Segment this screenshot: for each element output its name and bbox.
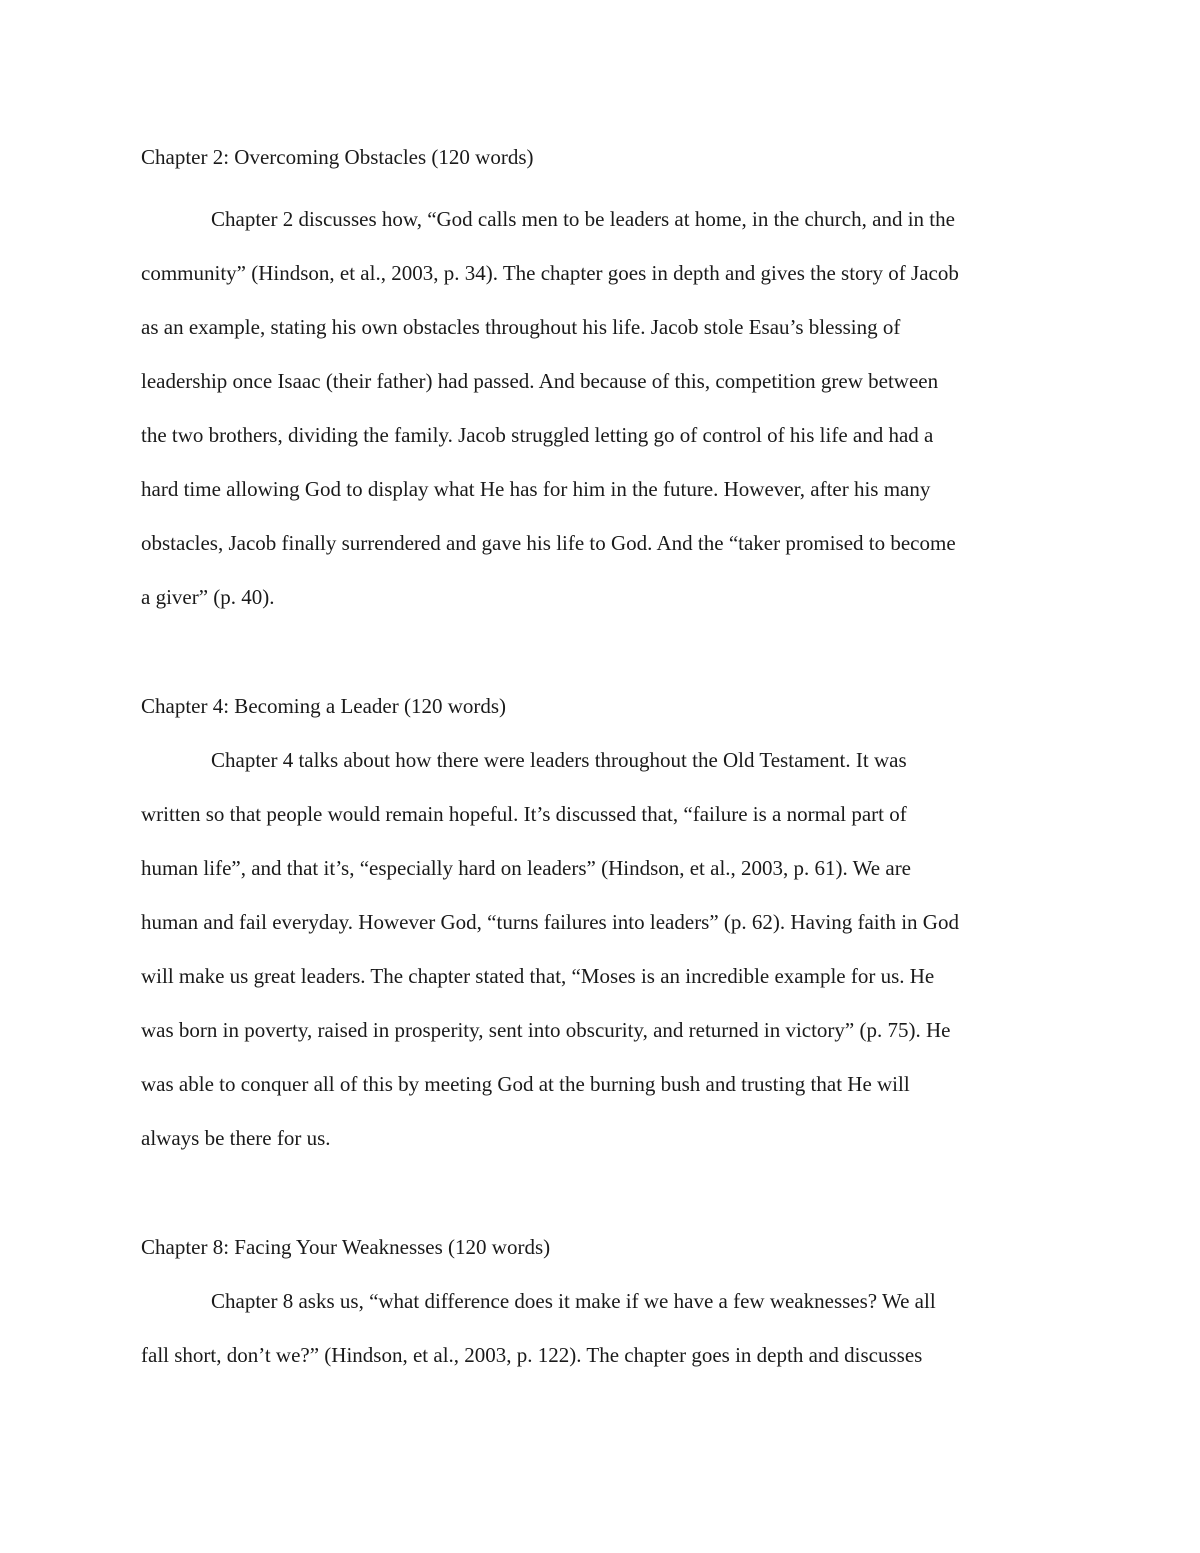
section-heading: Chapter 4: Becoming a Leader (120 words)	[141, 694, 507, 718]
paragraph-line: human life”, and that it’s, “especially hard on leaders” (Hindson, et al., 2003, p. 61). We are	[141, 856, 912, 880]
paragraph-line: Chapter 2 discusses how, “God calls men to be leaders at home, in the church, and in the	[211, 207, 955, 231]
paragraph-line: leadership once Isaac (their father) had passed. And because of this, competition grew between	[141, 369, 939, 393]
paragraph-line: written so that people would remain hopeful. It’s discussed that, “failure is a normal part of	[141, 802, 907, 826]
paragraph-line: will make us great leaders. The chapter stated that, “Moses is an incredible example for us. He	[141, 964, 935, 988]
paragraph-line: was born in poverty, raised in prosperity, sent into obscurity, and returned in victory” (p. 75). He	[141, 1018, 951, 1042]
paragraph-line: obstacles, Jacob finally surrendered and gave his life to God. And the “taker promised to become	[141, 531, 956, 555]
section-heading: Chapter 8: Facing Your Weaknesses (120 words)	[141, 1235, 551, 1259]
section-heading: Chapter 2: Overcoming Obstacles (120 words)	[141, 145, 534, 169]
paragraph-line: Chapter 8 asks us, “what difference does it make if we have a few weaknesses? We all	[211, 1289, 936, 1313]
paragraph-line: hard time allowing God to display what He has for him in the future. However, after his many	[141, 477, 931, 501]
paragraph-line: community” (Hindson, et al., 2003, p. 34). The chapter goes in depth and gives the story of Jacob	[141, 261, 959, 285]
paragraph-line: always be there for us.	[141, 1126, 331, 1150]
paragraph-line: human and fail everyday. However God, “turns failures into leaders” (p. 62). Having faith in God	[141, 910, 959, 934]
paragraph-line: Chapter 4 talks about how there were leaders throughout the Old Testament. It was	[211, 748, 907, 772]
paragraph-line: a giver” (p. 40).	[141, 585, 275, 609]
paragraph-line: was able to conquer all of this by meeting God at the burning bush and trusting that He will	[141, 1072, 910, 1096]
paragraph-line: the two brothers, dividing the family. Jacob struggled letting go of control of his life and had a	[141, 423, 934, 447]
paragraph-line: fall short, don’t we?” (Hindson, et al., 2003, p. 122). The chapter goes in depth and discusses	[141, 1343, 923, 1367]
paragraph-line: as an example, stating his own obstacles throughout his life. Jacob stole Esau’s blessing of	[141, 315, 901, 339]
